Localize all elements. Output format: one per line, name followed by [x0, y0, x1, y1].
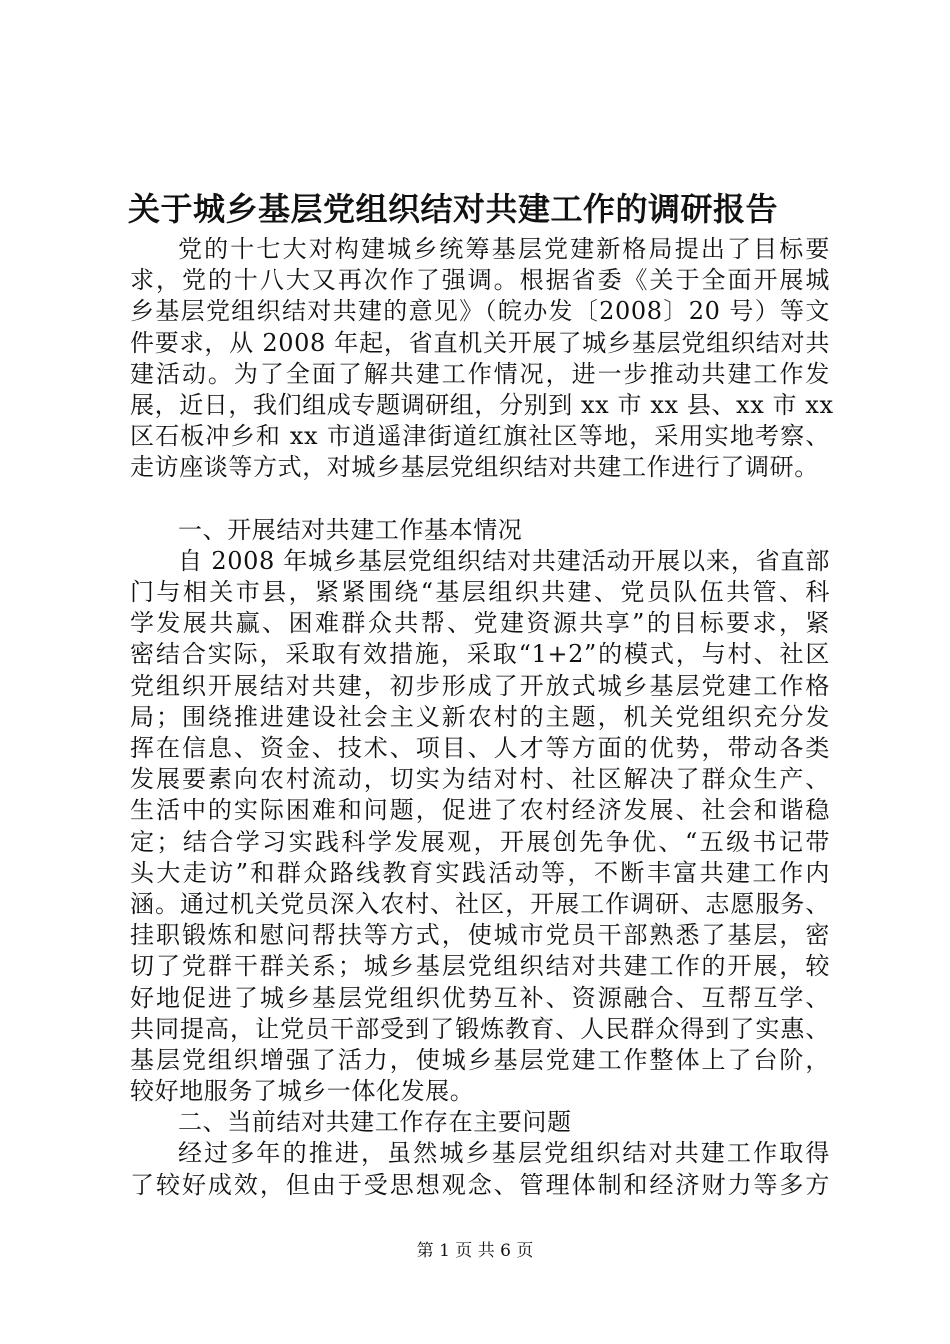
paragraph-line: 学发展共赢、困难群众共帮、党建资源共享”的目标要求，紧: [130, 609, 830, 638]
paragraph-line: 自 2008 年城乡基层党组织结对共建活动开展以来，省直部: [178, 546, 830, 575]
page-number-footer: 第 1 页 共 6 页: [416, 1241, 534, 1261]
paragraph-line: 密结合实际，采取有效措施，采取“1+2”的模式，与村、社区: [130, 640, 830, 669]
paragraph-line: 求，党的十八大又再次作了强调。根据省委《关于全面开展城: [130, 266, 830, 295]
paragraph-line: 基层党组织增强了活力，使城乡基层党建工作整体上了台阶，: [130, 1045, 830, 1074]
paragraph-line: 生活中的实际困难和问题，促进了农村经济发展、社会和谐稳: [130, 796, 830, 825]
document-title: 关于城乡基层党组织结对共建工作的调研报告: [128, 190, 779, 228]
paragraph-line: 局；围绕推进建设社会主义新农村的主题，机关党组织充分发: [130, 702, 830, 731]
paragraph-line: 区石板冲乡和 xx 市逍遥津街道红旗社区等地，采用实地考察、: [130, 422, 830, 451]
document-body: [130, 234, 834, 1201]
paragraph-line: 涵。通过机关党员深入农村、社区，开展工作调研、志愿服务、: [130, 889, 830, 918]
paragraph-line: 门与相关市县，紧紧围绕“基层组织共建、党员队伍共管、科: [130, 578, 830, 607]
paragraph-spacer: [130, 484, 830, 515]
paragraph-line: 好地促进了城乡基层党组织优势互补、资源融合、互帮互学、: [130, 983, 830, 1012]
paragraph-line: 挥在信息、资金、技术、项目、人才等方面的优势，带动各类: [130, 734, 830, 762]
section-heading: 二、当前结对共建工作存在主要问题: [178, 1108, 572, 1137]
paragraph-line: 定；结合学习实践科学发展观，开展创先争优、“五级书记带: [130, 827, 830, 856]
paragraph-line: 经过多年的推进，虽然城乡基层党组织结对共建工作取得: [178, 1139, 830, 1168]
paragraph-line: 切了党群干群关系；城乡基层党组织结对共建工作的开展，较: [130, 952, 830, 981]
paragraph-line: 乡基层党组织结对共建的意见》（皖办发〔2008〕20 号）等文: [130, 297, 830, 326]
paragraph-line: 了较好成效，但由于受思想观念、管理体制和经济财力等多方: [130, 1170, 830, 1199]
paragraph-line: 头大走访”和群众路线教育实践活动等，不断丰富共建工作内: [130, 858, 830, 887]
paragraph-line: 建活动。为了全面了解共建工作情况，进一步推动共建工作发: [130, 359, 830, 388]
paragraph-line: 发展要素向农村流动，切实为结对村、社区解决了群众生产、: [130, 765, 830, 794]
paragraph-line: 件要求，从 2008 年起，省直机关开展了城乡基层党组织结对共: [130, 328, 830, 357]
paragraph-line: 共同提高，让党员干部受到了锻炼教育、人民群众得到了实惠、: [130, 1014, 830, 1043]
paragraph-line: 走访座谈等方式，对城乡基层党组织结对共建工作进行了调研。: [130, 453, 819, 482]
paragraph-line: 党的十七大对构建城乡统筹基层党建新格局提出了目标要: [178, 235, 830, 263]
paragraph-line: 挂职锻炼和慰问帮扶等方式，使城市党员干部熟悉了基层，密: [130, 921, 830, 950]
paragraph-line: 较好地服务了城乡一体化发展。: [130, 1077, 475, 1106]
section-heading: 一、开展结对共建工作基本情况: [178, 515, 523, 544]
paragraph-line: 党组织开展结对共建，初步形成了开放式城乡基层党建工作格: [130, 671, 830, 700]
paragraph-line: 展，近日，我们组成专题调研组，分别到 xx 市 xx 县、xx 市 xx: [130, 390, 834, 419]
